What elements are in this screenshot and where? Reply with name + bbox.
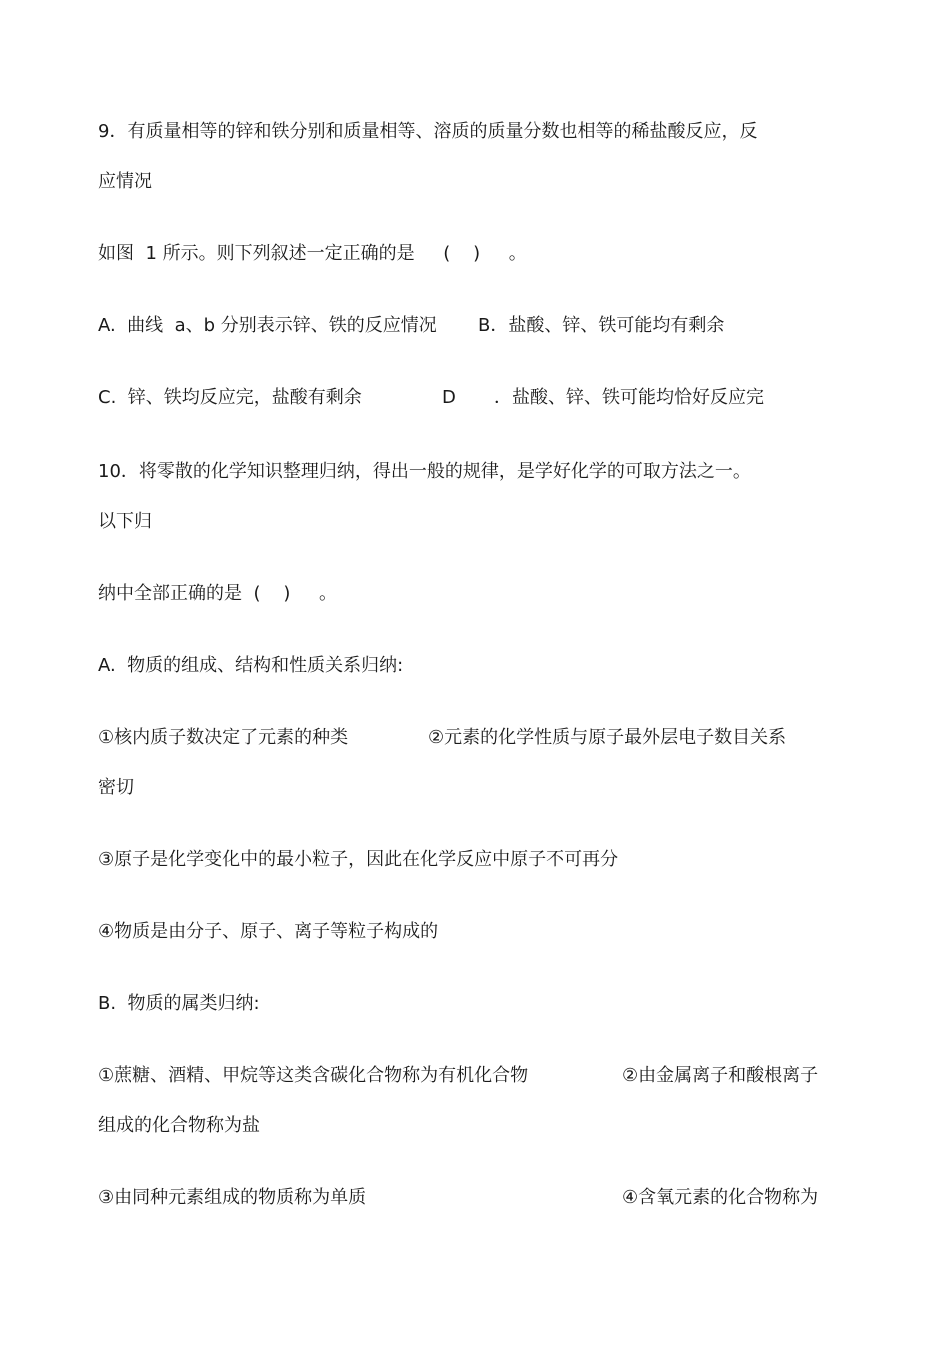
q10-stem-line1: 10．将零散的化学知识整理归纳，得出一般的规律，是学好化学的可取方法之一。 — [98, 461, 751, 482]
q10-b-item1: ①蔗糖、酒精、甲烷等这类含碳化合物称为有机化合物 — [98, 1065, 529, 1086]
q10-a-item4: ④物质是由分子、原子、离子等粒子构成的 — [98, 921, 439, 942]
q9-option-a: A. 曲线 a、b 分别表示锌、铁的反应情况 — [98, 315, 437, 336]
q10-stem-line3: 纳中全部正确的是 ( ) 。 — [98, 583, 337, 604]
q10-a-item3: ③原子是化学变化中的最小粒子，因此在化学反应中原子不可再分 — [98, 849, 619, 870]
q10-stem-line2: 以下归 — [98, 511, 152, 532]
q10-b-item2: ②由金属离子和酸根离子 — [622, 1065, 819, 1086]
q9-stem-line3: 如图 1 所示。则下列叙述一定正确的是 ( ) 。 — [98, 243, 527, 264]
q10-b-item3: ③由同种元素组成的物质称为单质 — [98, 1187, 367, 1208]
q9-option-d: ．盐酸、锌、铁可能均恰好反应完 — [494, 387, 764, 408]
q9-stem-line2: 应情况 — [98, 171, 152, 192]
q10-a-item1: ①核内质子数决定了元素的种类 — [98, 727, 349, 748]
q10-option-b-heading: B. 物质的属类归纳: — [98, 993, 260, 1014]
q10-b-item2-cont: 组成的化合物称为盐 — [98, 1115, 260, 1136]
q10-a-item2: ②元素的化学性质与原子最外层电子数目关系 — [428, 727, 787, 748]
q9-option-c: C. 锌、铁均反应完，盐酸有剩余 — [98, 387, 362, 408]
q9-option-b: B．盐酸、锌、铁可能均有剩余 — [478, 315, 725, 336]
q10-a-item2-cont: 密切 — [98, 777, 134, 798]
q9-stem-line1: 9．有质量相等的锌和铁分别和质量相等、溶质的质量分数也相等的稀盐酸反应，反 — [98, 121, 758, 142]
q9-option-d-letter: D — [442, 387, 456, 408]
q10-option-a-heading: A. 物质的组成、结构和性质关系归纳: — [98, 655, 404, 676]
q10-b-item4: ④含氧元素的化合物称为 — [622, 1187, 819, 1208]
